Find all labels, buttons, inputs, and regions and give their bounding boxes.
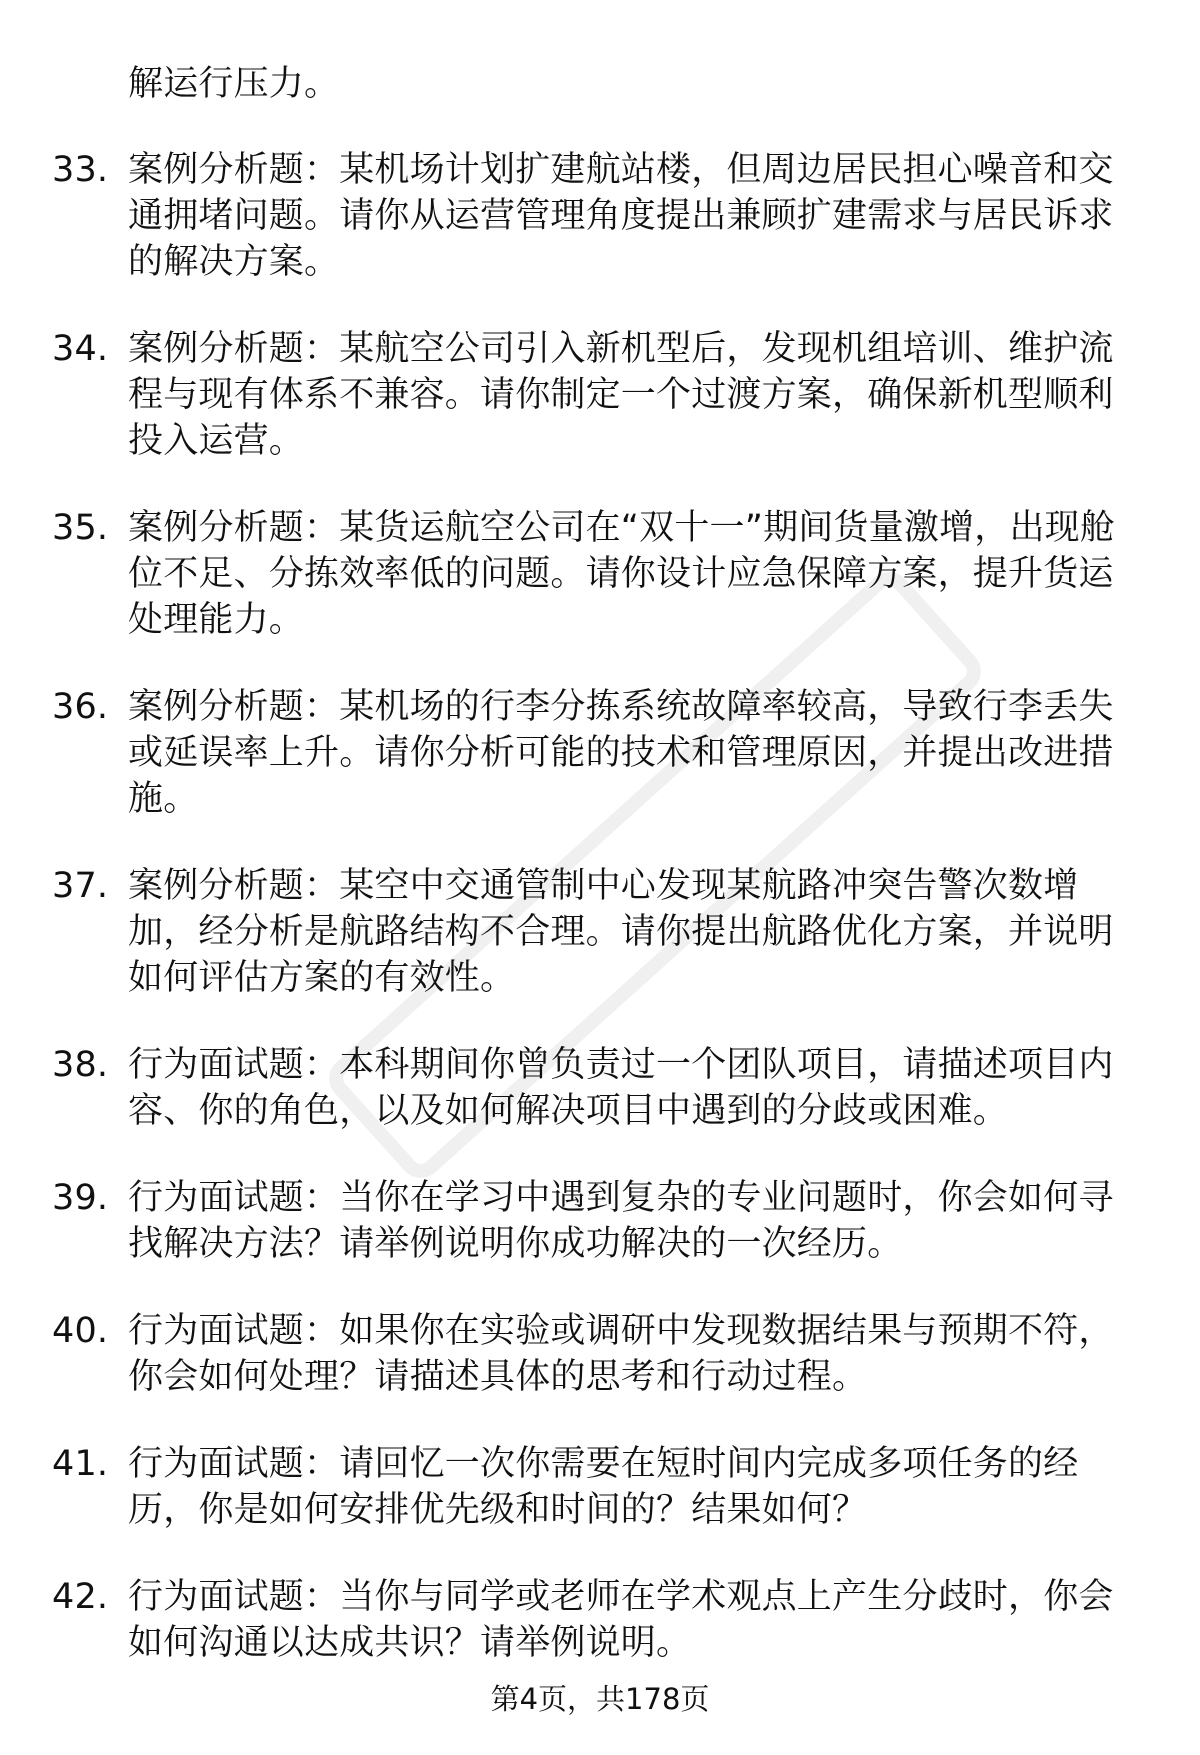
question-text: 案例分析题：某机场计划扩建航站楼，但周边居民担心噪音和交通拥堵问题。请你从运营管理角度提出兼顾扩建需求与居民诉求的解决方案。: [128, 150, 1114, 282]
question-39: [0, 1175, 1138, 1267]
question-number: 40.: [52, 1311, 109, 1351]
question-number: 37.: [52, 866, 109, 906]
question-33: [0, 147, 1138, 285]
question-text: 案例分析题：某航空公司引入新机型后，发现机组培训、维护流程与现有体系不兼容。请你制定一个过渡方案，确保新机型顺利投入运营。: [128, 329, 1114, 461]
question-number: 34.: [52, 329, 109, 369]
question-number: 42.: [52, 1577, 109, 1617]
question-list: [0, 147, 1200, 1707]
question-42: [0, 1574, 1138, 1666]
question-text: 案例分析题：某货运航空公司在“双十一”期间货量激增，出现舱位不足、分拣效率低的问题。请你设计应急保障方案，提升货运处理能力。: [128, 508, 1116, 640]
question-number: 38.: [52, 1045, 109, 1085]
question-41: [0, 1441, 1138, 1533]
question-number: 33.: [52, 150, 109, 190]
question-number: 36.: [52, 687, 109, 727]
question-text: 行为面试题：本科期间你曾负责过一个团队项目，请描述项目内容、你的角色，以及如何解决项目中遇到的分歧或困难。: [128, 1045, 1114, 1131]
page-footer: 第4页，共178页: [490, 1682, 710, 1716]
question-34: [0, 326, 1138, 464]
question-text: 案例分析题：某空中交通管制中心发现某航路冲突告警次数增加，经分析是航路结构不合理。请你提出航路优化方案，并说明如何评估方案的有效性。: [128, 866, 1114, 998]
question-text: 案例分析题：某机场的行李分拣系统故障率较高，导致行李丢失或延误率上升。请你分析可能的技术和管理原因，并提出改进措施。: [128, 687, 1114, 819]
question-35: [0, 505, 1138, 643]
question-text: 行为面试题：当你与同学或老师在学术观点上产生分歧时，你会如何沟通以达成共识？请举例说明。: [128, 1577, 1114, 1663]
question-number: 41.: [52, 1444, 109, 1484]
question-text: 行为面试题：当你在学习中遇到复杂的专业问题时，你会如何寻找解决方法？请举例说明你成功解决的一次经历。: [128, 1178, 1114, 1264]
question-40: [0, 1308, 1138, 1400]
question-38: [0, 1042, 1138, 1134]
question-number: 39.: [52, 1178, 109, 1218]
continued-text: 解运行压力。: [128, 64, 340, 104]
question-36: [0, 684, 1138, 822]
question-text: 行为面试题：请回忆一次你需要在短时间内完成多项任务的经历，你是如何安排优先级和时间的？结果如何？: [128, 1444, 1079, 1530]
question-text: 行为面试题：如果你在实验或调研中发现数据结果与预期不符，你会如何处理？请描述具体的思考和行动过程。: [128, 1311, 1114, 1397]
question-37: [0, 863, 1138, 1001]
question-number: 35.: [52, 508, 109, 548]
